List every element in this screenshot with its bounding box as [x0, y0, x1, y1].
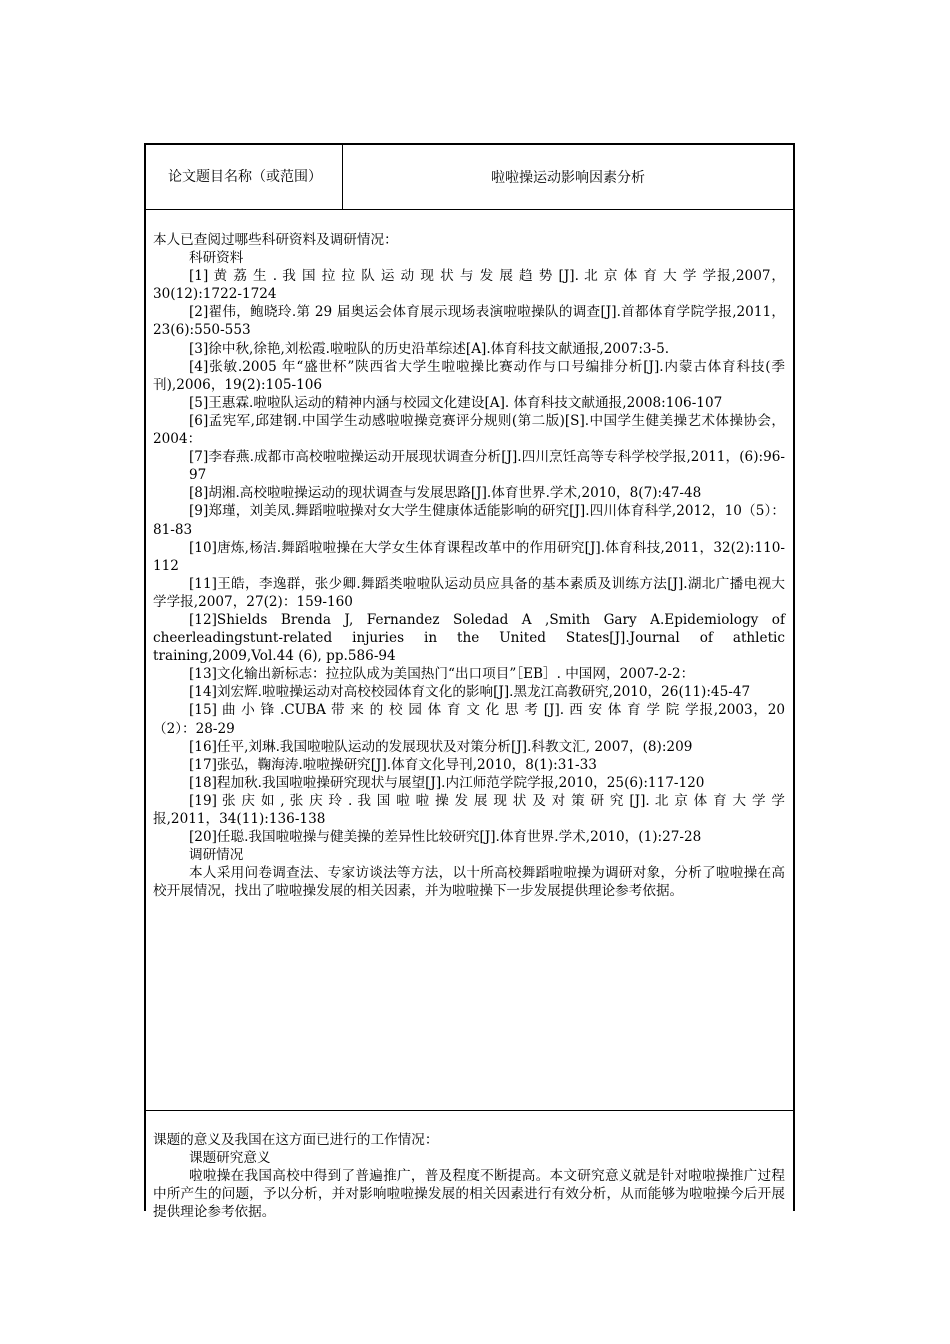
reference-item: [5]王惠霖.啦啦队运动的精神内涵与校园文化建设[A]. 体育科技文献通报,2008:106-107 [189, 394, 723, 411]
reference-item: [2]翟伟，鲍晓玲.第 29 届奥运会体育展示现场表演啦啦操队的调查[J].首都体育学院学报,2011，23(6):550-553 [153, 304, 785, 339]
section-heading: 课题的意义及我国在这方面已进行的工作情况： [153, 1132, 439, 1148]
reference-item: [17]张弘，鞠海涛.啦啦操研究[J].体育文化导刊,2010，8(1):31-33 [189, 756, 597, 773]
survey-text: 本人采用问卷调查法、专家访谈法等方法，以十所高校舞蹈啦啦操为调研对象，分析了啦啦操在高校开展情况，找出了啦啦操发展的相关因素，并为啦啦操下一步发展提供理论参考依据。 [153, 865, 785, 900]
reference-item: [12]Shields Brenda J, Fernandez Soledad A ,Smith Gary A.Epidemiology of cheerleadingstunt-related injuries in the United States[J].Journal of athletic training,2009,Vol.44 (6), pp.586-94 [153, 611, 785, 665]
title-value: 啦啦操运动影响因素分析 [491, 170, 645, 186]
reference-item: [1] 黄 荔 生 . 我 国 拉 拉 队 运 动 现 状 与 发 展 趋 势 [J]. 北 京 体 育 大 学 学报,2007，30(12):1722-1724 [153, 268, 785, 303]
reference-item: [10]唐炼,杨洁.舞蹈啦啦操在大学女生体育课程改革中的作用研究[J].体育科技,2011，32(2):110-112 [153, 539, 785, 574]
reference-item: [18]程加秋.我国啦啦操研究现状与展望[J].内江师范学院学报,2010，25(6):117-120 [189, 774, 705, 791]
reference-item: [14]刘宏辉.啦啦操运动对高校校园体育文化的影响[J].黑龙江高教研究,2010，26(11):45-47 [189, 684, 751, 701]
research-materials-section [146, 231, 793, 1111]
reference-item: [15] 曲 小 锋 .CUBA 带 来 的 校 园 体 育 文 化 思 考 [J]. 西 安 体 育 学 院 学报,2003，20（2）：28-29 [153, 702, 785, 737]
reference-item: [13]文化输出新标志：拉拉队成为美国热门“出口项目”［EB］. 中国网，2007-2-2： [189, 666, 695, 683]
subheading-significance: 课题研究意义 [189, 1150, 271, 1167]
proposal-form [144, 143, 795, 1221]
title-row [146, 145, 793, 210]
reference-item: [20]任聪.我国啦啦操与健美操的差异性比较研究[J].体育世界.学术,2010，(1):27-28 [189, 829, 702, 846]
reference-item: [8]胡湘.高校啦啦操运动的现状调查与发展思路[J].体育世界.学术,2010，8(7):47-48 [189, 485, 702, 502]
section-heading: 本人已查阅过哪些科研资料及调研情况： [153, 232, 398, 248]
reference-item: [9]郑瑾，刘美凤.舞蹈啦啦操对女大学生健康体适能影响的研究[J].四川体育科学,2012，10（5）：81-83 [153, 503, 785, 538]
reference-item: [4]张敏.2005 年“盛世杯”陕西省大学生啦啦操比赛动作与口号编排分析[J].内蒙古体育科技(季刊),2006，19(2):105-106 [153, 358, 785, 393]
reference-item: [7]李春燕.成都市高校啦啦操运动开展现状调查分析[J].四川烹饪高等专科学校学报,2011，(6):96-97 [189, 449, 785, 484]
significance-text: 啦啦操在我国高校中得到了普遍推广，普及程度不断提高。本文研究意义就是针对啦啦操推广过程中所产生的问题，予以分析，并对影响啦啦操发展的相关因素进行有效分析，从而能够为啦啦操今后开展提供理论参考依据。 [153, 1168, 785, 1221]
subheading-references: 科研资料 [189, 250, 244, 267]
reference-item: [6]孟宪军,邱建钢.中国学生动感啦啦操竞赛评分规则(第二版)[S].中国学生健美操艺术体操协会，2004： [153, 412, 785, 448]
reference-item: [16]任平,刘琳.我国啦啦队运动的发展现状及对策分析[J].科教文汇, 2007，(8):209 [189, 738, 693, 755]
reference-item: [11]王皓，李逸群，张少卿.舞蹈类啦啦队运动员应具备的基本素质及训练方法[J].湖北广播电视大学学报,2007，27(2)：159-160 [153, 575, 785, 610]
subheading-survey: 调研情况 [189, 847, 244, 864]
significance-section [146, 1131, 793, 1221]
reference-item: [19] 张 庆 如 , 张 庆 玲 . 我 国 啦 啦 操 发 展 现 状 及 对 策 研 究 [J]. 北 京 体 育 大 学 学报,2011，34(11):136-138 [153, 792, 785, 827]
title-label: 论文题目名称（或范围） [146, 145, 343, 209]
reference-item: [3]徐中秋,徐艳,刘松霞.啦啦队的历史沿革综述[A].体育科技文献通报,2007:3-5. [189, 340, 670, 357]
